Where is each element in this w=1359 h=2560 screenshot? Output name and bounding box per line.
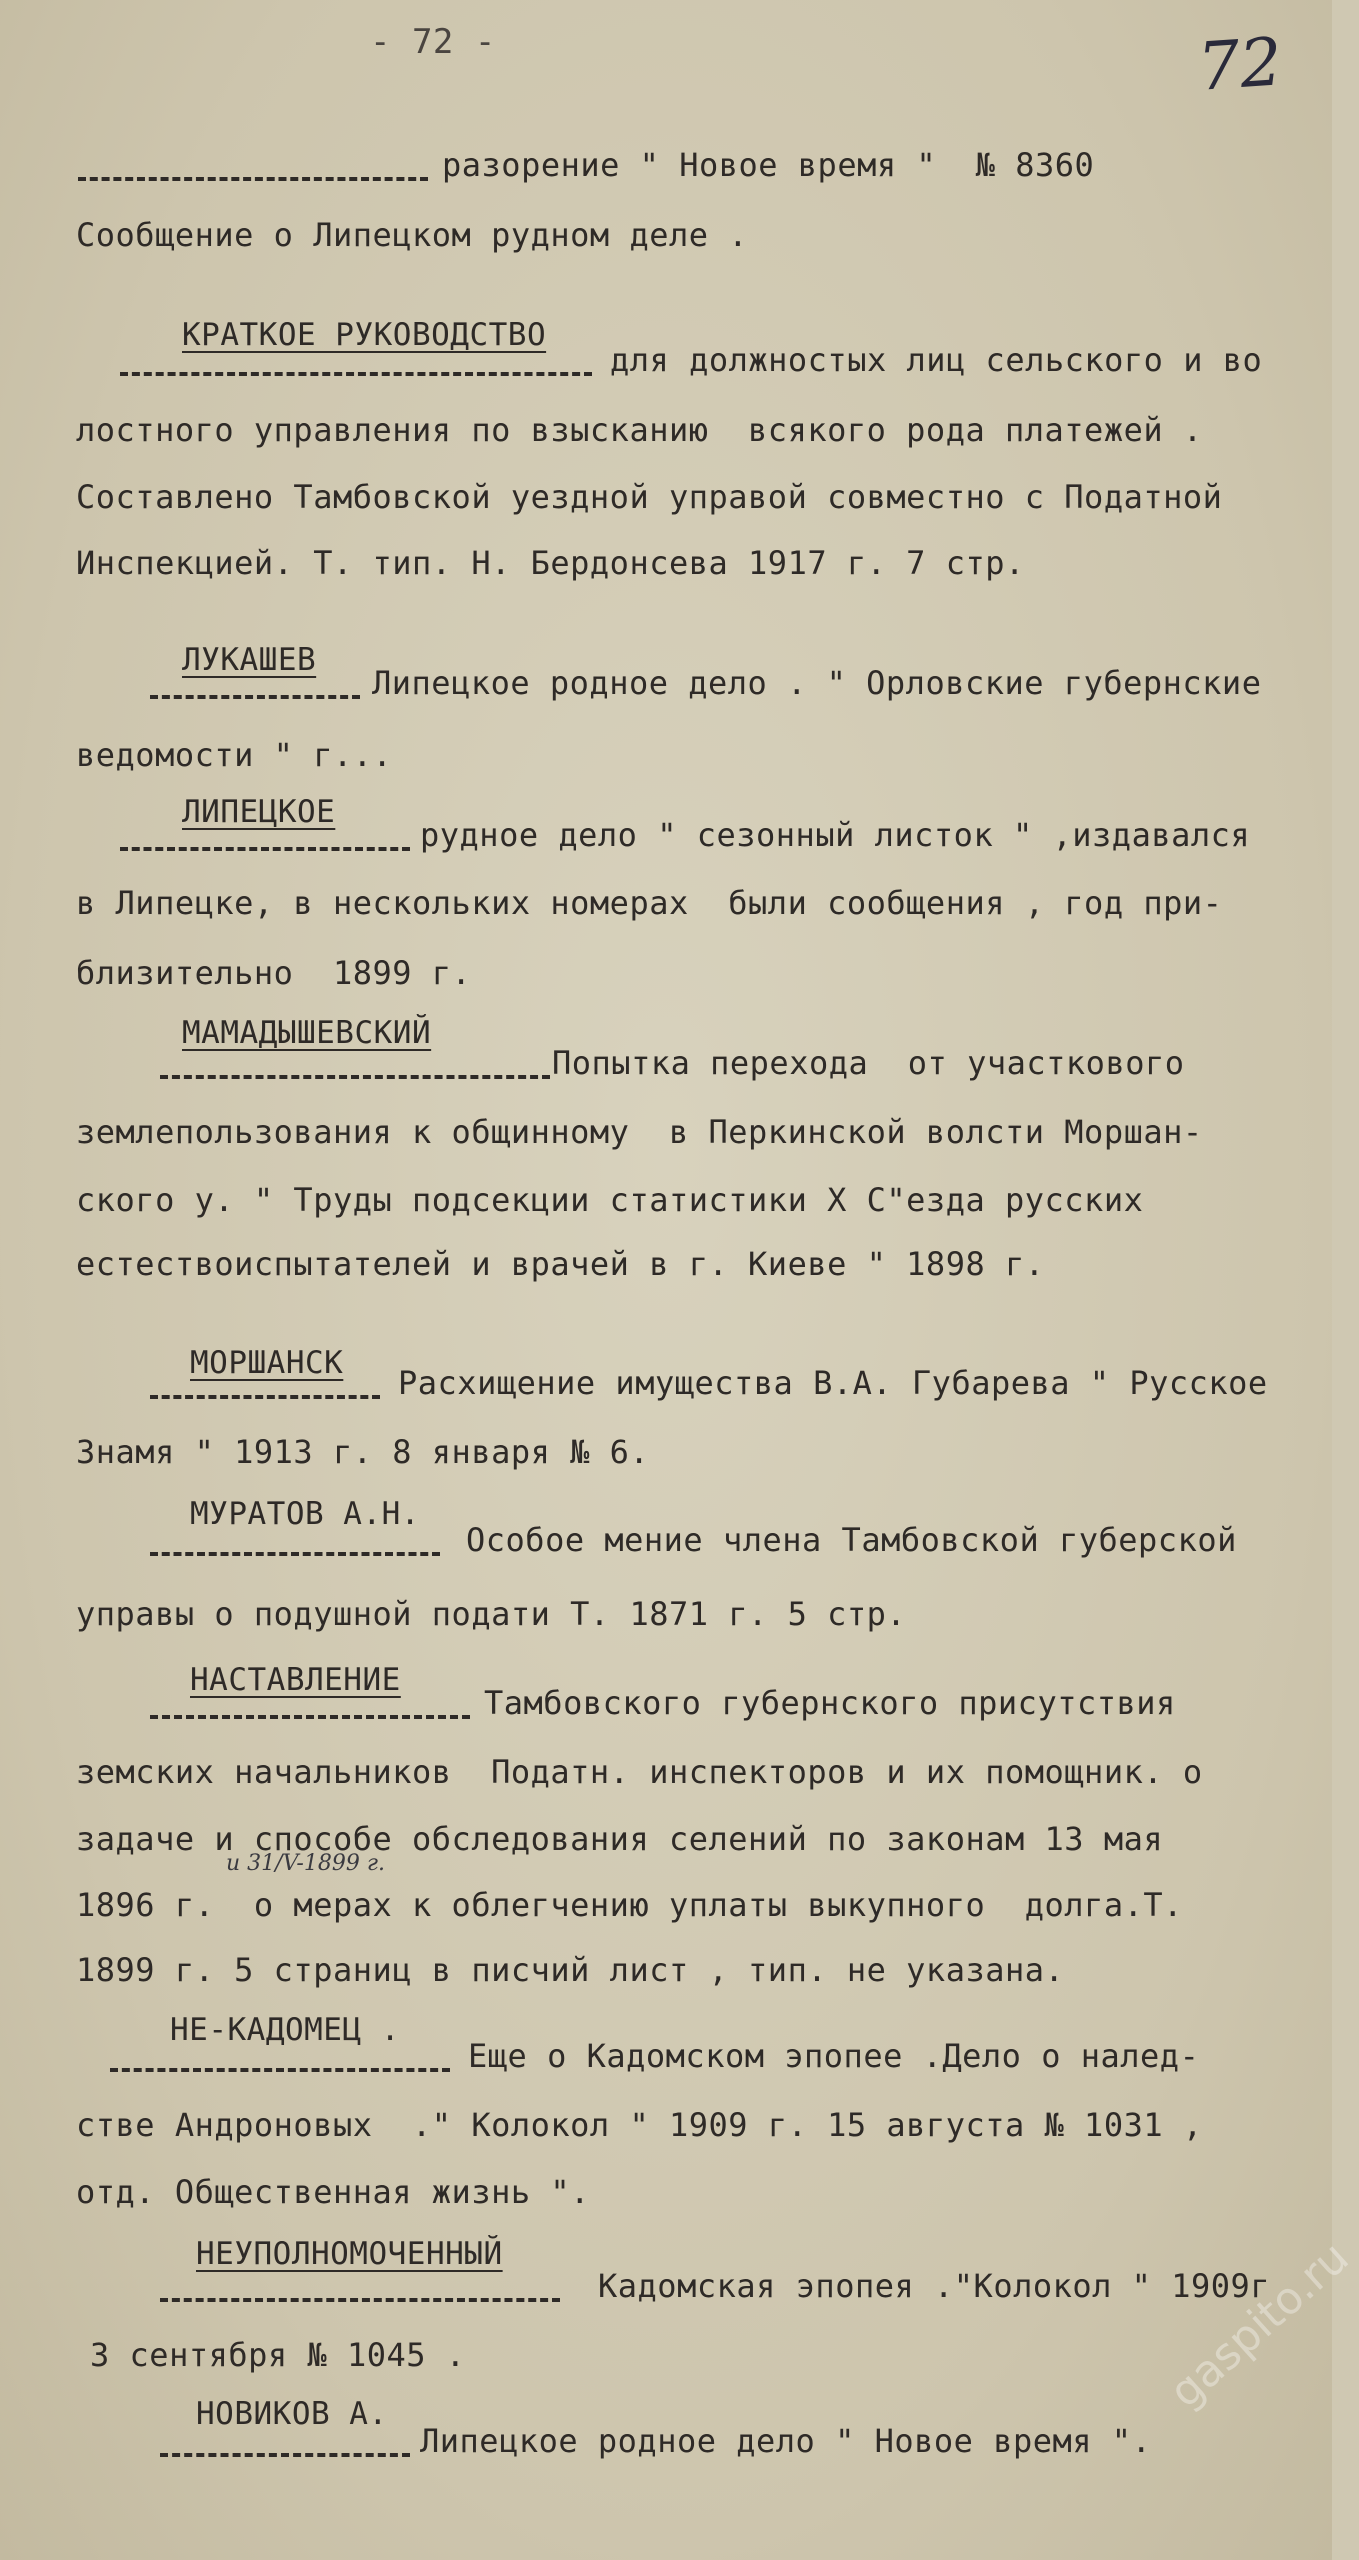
entry-line: Тамбовского губернского присутствия [484,1684,1176,1722]
entry-line: ского у. " Труды подсекции статистики X С"езда русских [76,1181,1144,1219]
entry-line: ведомости " г... [76,736,393,774]
entry-line: в Липецке, в нескольких номерах были сообщения , год при- [76,884,1223,922]
entry-heading: МАМАДЫШЕВСКИЙ [182,1015,432,1051]
entry-line: лостного управления по взысканию всякого рода платежей . [76,411,1203,449]
entry-line: Еще о Кадомском эпопее .Дело о налед- [468,2037,1200,2075]
entry-line: стве Андроновых ." Колокол " 1909 г. 15 августа № 1031 , [76,2106,1203,2144]
dash-line [160,2298,560,2302]
entry-line: для должностых лиц сельского и во [610,341,1263,379]
dash-line [150,1715,470,1719]
entry-heading: ЛУКАШЕВ [182,642,317,678]
entry-line: задаче и способе обследования селений по законам 13 мая [76,1820,1164,1858]
entry-heading: НЕ-КАДОМЕЦ . [170,2012,400,2048]
entry-heading: ЛИПЕЦКОЕ [182,794,336,830]
dash-line [120,847,410,851]
entry-line: Липецкое родное дело . " Орловские губернские [372,664,1262,702]
entry-line: землепользования к общинному в Перкинской волсти Моршан- [76,1113,1203,1151]
watermark: gaspito.ru [1160,2231,1359,2418]
dash-line [150,695,360,699]
entry-line: Составлено Тамбовской уездной управой совместно с Податной [76,478,1223,516]
entry-line: естествоиспытателей и врачей в г. Киеве " 1898 г. [76,1245,1045,1283]
dash-line [120,372,592,376]
entry-line: Кадомская эпопея ."Колокол " 1909г [598,2267,1271,2305]
entry-line: 3 сентября № 1045 . [90,2336,466,2374]
handwritten-folio-number: 72 [1195,23,1285,106]
entry-line: 1896 г. о мерах к облегчению уплаты выкупного долга.Т. [76,1886,1183,1924]
dash-line [160,2453,410,2457]
entry-line: Попытка перехода от участкового [552,1044,1185,1082]
entry-line: рудное дело " сезонный листок " ,издавался [420,816,1251,854]
entry-line: Инспекцией. Т. тип. Н. Бердонсева 1917 г. 7 стр. [76,544,1025,582]
entry-line: Липецкое родное дело " Новое время ". [420,2422,1152,2460]
dash-line [110,2068,450,2072]
entry-heading: МОРШАНСК [190,1345,344,1381]
handwritten-insertion: и 31/V-1899 г. [226,1851,385,1876]
entry-heading: НЕУПОЛНОМОЧЕННЫЙ [196,2236,503,2272]
dash-line [160,1075,550,1079]
entry-line: земских начальников Податн. инспекторов и их помощник. о [76,1753,1203,1791]
entry-line: управы о подушной подати Т. 1871 г. 5 стр. [76,1595,907,1633]
entry-line: разорение " Новое время " № 8360 [442,146,1095,184]
dash-line [78,177,428,181]
entry-heading: МУРАТОВ А.Н. [190,1496,420,1532]
entry-line: 1899 г. 5 страниц в писчий лист , тип. не указана. [76,1951,1065,1989]
dash-line [150,1395,380,1399]
entry-heading: НАСТАВЛЕНИЕ [190,1662,401,1698]
page-number: - 72 - [370,22,496,62]
entry-line: Расхищение имущества В.А. Губарева " Русское [398,1364,1268,1402]
dash-line [150,1552,440,1556]
entry-line: близительно 1899 г. [76,954,472,992]
entry-heading: НОВИКОВ А. [196,2396,388,2432]
entry-line: Особое мение члена Тамбовской губерской [466,1521,1237,1559]
entry-heading: КРАТКОЕ РУКОВОДСТВО [182,317,547,353]
entry-line: Сообщение о Липецком рудном деле . [76,216,749,254]
entry-line: отд. Общественная жизнь ". [76,2173,590,2211]
entry-line: Знамя " 1913 г. 8 января № 6. [76,1433,650,1471]
